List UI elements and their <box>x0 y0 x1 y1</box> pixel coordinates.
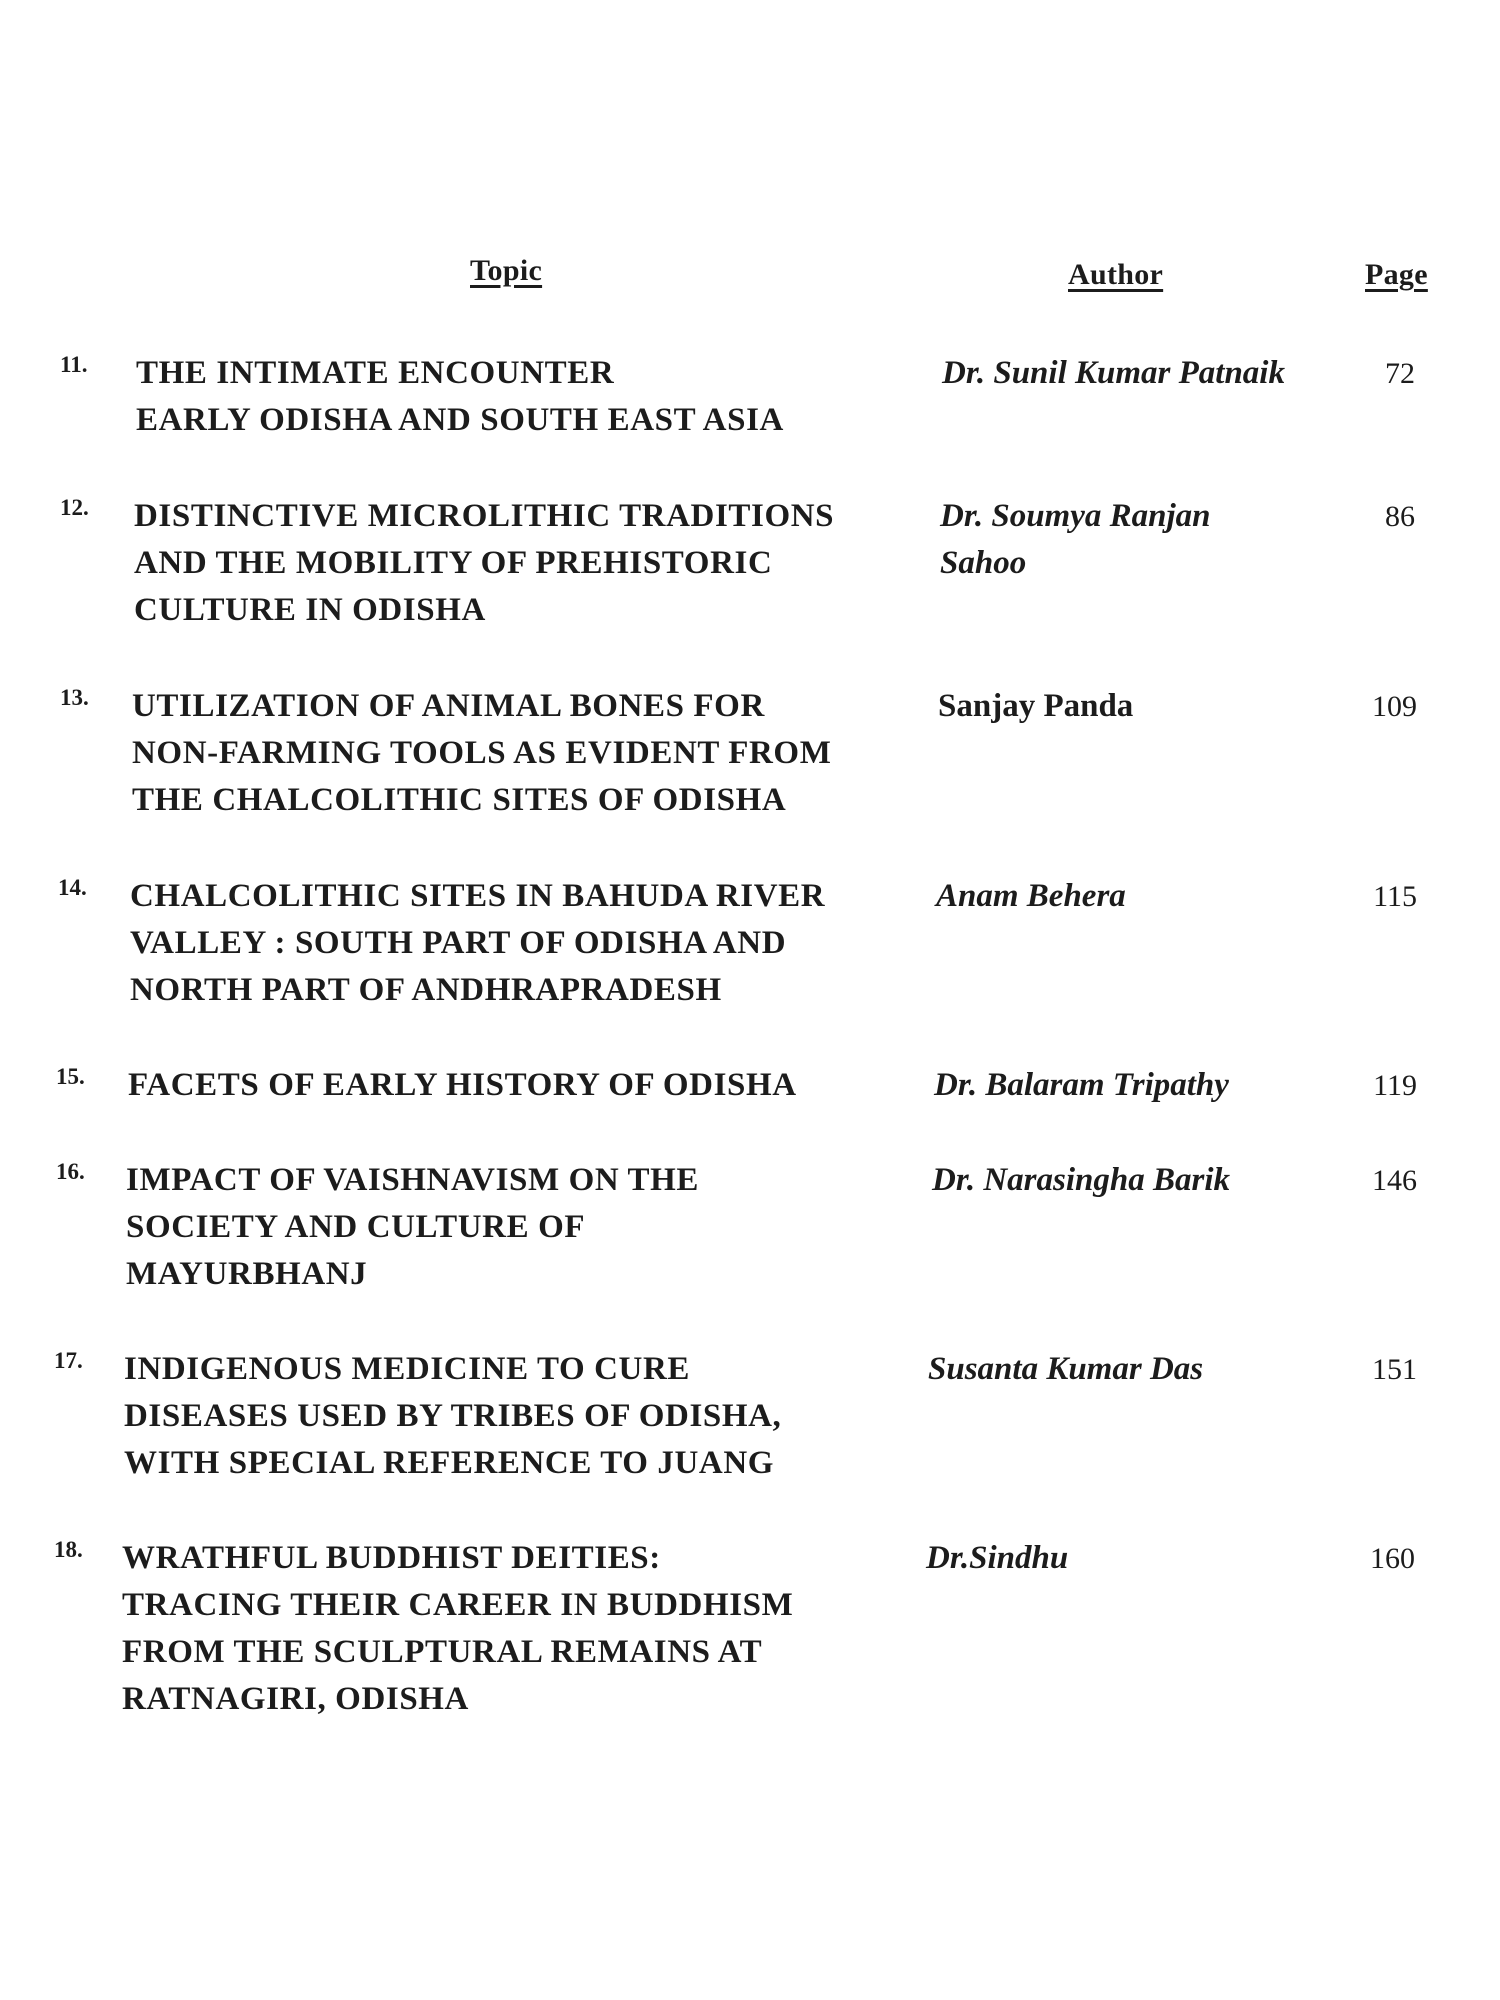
entry-title <box>122 1535 793 1723</box>
entry-title-line: UTILIZATION OF ANIMAL BONES FOR <box>132 688 765 724</box>
entry-author-line: Dr. Sunil Kumar Patnaik <box>942 355 1285 391</box>
entry-author <box>936 873 1126 920</box>
entry-page-number: 146 <box>1372 1164 1417 1197</box>
entry-title-line: DISTINCTIVE MICROLITHIC TRADITIONS <box>134 498 835 534</box>
entry-title-line: THE INTIMATE ENCOUNTER <box>136 355 615 391</box>
entry-title <box>132 683 831 824</box>
entry-page-number: 109 <box>1372 690 1417 723</box>
entry-number: 14. <box>58 875 87 900</box>
entry-author-line: Susanta Kumar Das <box>928 1351 1204 1387</box>
entry-title <box>136 350 784 444</box>
entry-title-line: WRATHFUL BUDDHIST DEITIES: <box>122 1540 661 1576</box>
entry-author <box>938 683 1133 730</box>
entry-title <box>124 1346 781 1487</box>
entry-page-number: 119 <box>1373 1069 1417 1102</box>
entry-title-line: TRACING THEIR CAREER IN BUDDHISM <box>122 1587 794 1623</box>
entry-title-line: SOCIETY AND CULTURE OF <box>126 1209 586 1245</box>
entry-author <box>940 493 1211 587</box>
entry-title-line: FACETS OF EARLY HISTORY OF ODISHA <box>128 1067 797 1103</box>
entry-title <box>130 873 825 1014</box>
entry-page-number: 115 <box>1373 880 1417 913</box>
entry-title-line: VALLEY : SOUTH PART OF ODISHA AND <box>130 925 787 961</box>
entry-author-line: Anam Behera <box>936 878 1126 914</box>
entry-title-line: RATNAGIRI, ODISHA <box>122 1681 469 1717</box>
entry-number: 11. <box>60 352 88 377</box>
entry-number: 18. <box>54 1537 83 1562</box>
entry-title-line: NORTH PART OF ANDHRAPRADESH <box>130 972 722 1008</box>
entry-title-line: IMPACT OF VAISHNAVISM ON THE <box>126 1162 700 1198</box>
entry-title-line: CULTURE IN ODISHA <box>134 592 486 628</box>
entry-number: 13. <box>60 685 89 710</box>
entry-title-line: MAYURBHANJ <box>126 1256 368 1292</box>
entry-title-line: AND THE MOBILITY OF PREHISTORIC <box>134 545 773 581</box>
entry-title <box>128 1062 797 1109</box>
entry-author <box>926 1535 1068 1582</box>
entry-title-line: FROM THE SCULPTURAL REMAINS AT <box>122 1634 763 1670</box>
entry-title-line: NON-FARMING TOOLS AS EVIDENT FROM <box>132 735 832 771</box>
entry-page-number: 160 <box>1370 1542 1415 1575</box>
entry-author <box>934 1062 1229 1109</box>
entry-author-line: Dr.Sindhu <box>926 1540 1069 1576</box>
column-header-author: Author <box>1068 258 1164 291</box>
entry-page-number: 86 <box>1385 500 1415 533</box>
entry-title-line: INDIGENOUS MEDICINE TO CURE <box>124 1351 691 1387</box>
entry-title-line: DISEASES USED BY TRIBES OF ODISHA, <box>124 1398 782 1434</box>
entry-author-line: Dr. Balaram Tripathy <box>934 1067 1229 1103</box>
entry-title-line: CHALCOLITHIC SITES IN BAHUDA RIVER <box>130 878 826 914</box>
entry-author <box>942 350 1285 397</box>
entry-page-number: 72 <box>1385 357 1415 390</box>
entry-number: 17. <box>54 1348 83 1373</box>
entry-title-line: WITH SPECIAL REFERENCE TO JUANG <box>124 1445 775 1481</box>
entry-title-line: THE CHALCOLITHIC SITES OF ODISHA <box>132 782 787 818</box>
entry-number: 15. <box>56 1064 85 1089</box>
entry-title-line: EARLY ODISHA AND SOUTH EAST ASIA <box>136 402 784 438</box>
entry-author-line: Sahoo <box>940 545 1027 581</box>
entry-author-line: Dr. Soumya Ranjan <box>940 498 1211 534</box>
entry-author-line: Sanjay Panda <box>938 688 1134 724</box>
entry-author <box>928 1346 1203 1393</box>
entry-author-line: Dr. Narasingha Barik <box>932 1162 1231 1198</box>
entry-number: 12. <box>60 495 89 520</box>
entry-author <box>932 1157 1230 1204</box>
entry-title <box>134 493 834 634</box>
column-header-topic: Topic <box>470 254 543 287</box>
entry-title <box>126 1157 699 1298</box>
entry-page-number: 151 <box>1372 1353 1417 1386</box>
entry-number: 16. <box>56 1159 85 1184</box>
column-header-page: Page <box>1365 258 1428 291</box>
